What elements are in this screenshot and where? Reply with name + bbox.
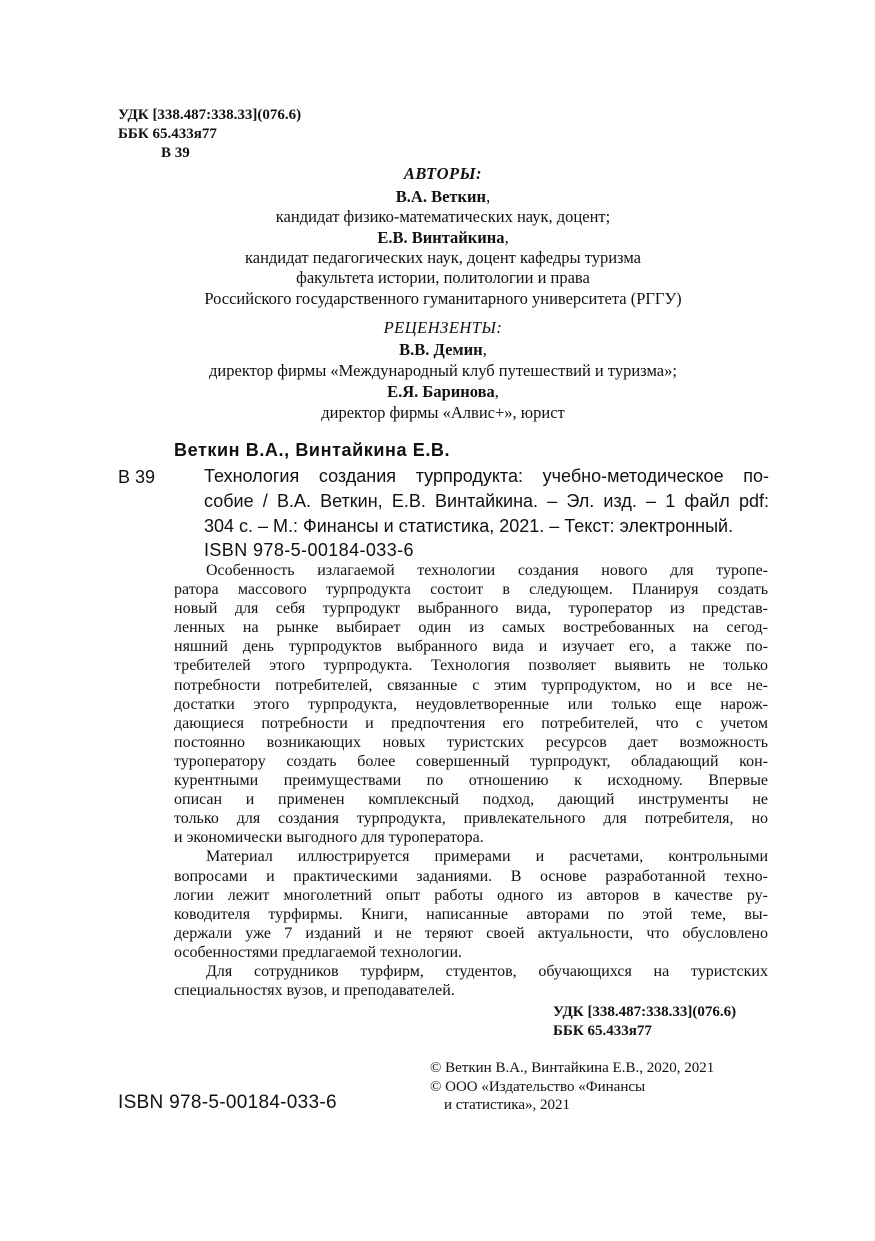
footer-udk-code: УДК [338.487:338.33](076.6) bbox=[553, 1004, 737, 1020]
abstract-line: описан и применен комплексный подход, дающий инструменты не bbox=[174, 791, 768, 809]
abstract bbox=[174, 561, 768, 1000]
abstract-line: ленных на рынке выбирает один из самых востребованных на сегод- bbox=[174, 619, 768, 637]
abstract-line: потребности потребителей, связанные с этим турпродуктом, но и все не- bbox=[174, 676, 768, 694]
abstract-line: и экономически выгодного для туроператора. bbox=[174, 829, 484, 847]
abstract-line: логии лежит многолетний опыт работы одного из авторов в качестве ру- bbox=[174, 886, 768, 904]
abstract-line: требителей этого турпродукта. Технология позволяет выявить не только bbox=[174, 657, 768, 675]
abstract-line: ратора массового турпродукта состоит в следующем. Планируя создать bbox=[174, 581, 768, 599]
abstract-line: ководителя турфирмы. Книги, написанные авторами по этой теме, вы- bbox=[174, 905, 768, 923]
author-1-line: В.А. Веткин, bbox=[395, 187, 491, 206]
copyright-publisher-cont: и статистика», 2021 bbox=[444, 1097, 570, 1113]
abstract-line: специальностях вузов, и преподавателей. bbox=[174, 982, 455, 1000]
abstract-line: особенностями предлагаемой технологии. bbox=[174, 943, 463, 961]
biblio-code: В 39 bbox=[118, 467, 156, 487]
copyright-block bbox=[430, 1059, 714, 1115]
abstract-line: новый для себя турпродукт выбранного вида, туроператор из представ- bbox=[174, 600, 768, 618]
author-2-desc-line: кандидат педагогических наук, доцент кафедры туризма bbox=[244, 248, 641, 267]
biblio-line: собие / В.А. Веткин, Е.В. Винтайкина. – Эл. изд. – 1 файл pdf: bbox=[204, 491, 769, 511]
author-2-desc-line: факультета истории, политологии и права bbox=[296, 268, 590, 287]
reviewer-2-name: Е.Я. Баринова bbox=[387, 382, 495, 401]
author-1-desc: кандидат физико-математических наук, доцент; bbox=[275, 207, 611, 226]
reviewer-2-desc: директор фирмы «Алвис+», юрист bbox=[321, 403, 565, 422]
reviewer-1-name: В.В. Демин bbox=[399, 340, 483, 359]
abstract-line: только для создания турпродукта, привлекательного для потребителя, но bbox=[174, 810, 768, 828]
reviewer-1-line: В.В. Демин, bbox=[399, 340, 487, 359]
author-1-name: В.А. Веткин bbox=[395, 187, 487, 206]
abstract-line: Материал иллюстрируется примерами и расчетами, контрольными bbox=[206, 848, 768, 866]
copyright-authors: © Веткин В.А., Винтайкина Е.В., 2020, 2021 bbox=[430, 1060, 715, 1076]
udk-code: УДК [338.487:338.33](076.6) bbox=[118, 107, 302, 123]
author-2-name: Е.В. Винтайкина bbox=[377, 228, 505, 247]
biblio-description bbox=[204, 464, 769, 539]
abstract-line: вопросами и практическими заданиями. В основе разработанной техно- bbox=[174, 867, 768, 885]
biblio-line: Технология создания турпродукта: учебно-методическое по- bbox=[204, 466, 769, 486]
abstract-line: туроператору создать более совершенный турпродукт, обладающий кон- bbox=[174, 752, 768, 770]
footer-classification-codes bbox=[553, 1003, 736, 1041]
biblio-isbn: ISBN 978-5-00184-033-6 bbox=[204, 540, 414, 560]
abstract-line: няшний день турпродуктов выбранного вида и изучает его, а также по- bbox=[174, 638, 768, 656]
reviewer-2-line: Е.Я. Баринова, bbox=[387, 382, 499, 401]
biblio-line: 304 с. – М.: Финансы и статистика, 2021. – Текст: электронный. bbox=[204, 516, 734, 536]
abstract-line: курентными преимуществами по отношению к исходному. Впервые bbox=[174, 772, 768, 790]
reviewer-1-desc: директор фирмы «Международный клуб путешествий и туризма»; bbox=[209, 361, 677, 380]
copyright-publisher: © ООО «Издательство «Финансы bbox=[430, 1078, 646, 1095]
author-2-line: Е.В. Винтайкина, bbox=[377, 228, 509, 247]
classification-codes bbox=[118, 106, 301, 163]
abstract-line: достатки этого турпродукта, неудовлетворенные или только еще нарож- bbox=[174, 695, 768, 713]
footer-bbk-code: ББК 65.433я77 bbox=[553, 1023, 652, 1039]
abstract-line: постоянно возникающих новых туристских ресурсов дает возможность bbox=[174, 733, 768, 751]
abstract-line: держали уже 7 изданий и не теряют своей актуальности, что обусловлено bbox=[174, 924, 768, 942]
author-mark: В 39 bbox=[161, 145, 190, 161]
authors-heading: АВТОРЫ: bbox=[403, 164, 483, 183]
author-2-desc-line: Российского государственного гуманитарного университета (РГГУ) bbox=[204, 289, 682, 308]
reviewers-heading: РЕЦЕНЗЕНТЫ: bbox=[383, 318, 503, 337]
abstract-line: Для сотрудников турфирм, студентов, обучающихся на туристских bbox=[206, 962, 768, 980]
abstract-line: Особенность излагаемой технологии создания нового для туропе- bbox=[206, 562, 768, 579]
biblio-authors: Веткин В.А., Винтайкина Е.В. bbox=[174, 440, 451, 460]
footer-isbn: ISBN 978-5-00184-033-6 bbox=[118, 1092, 337, 1113]
abstract-line: дающиеся потребности и предпочтения его потребителей, что с учетом bbox=[174, 714, 768, 732]
bbk-code: ББК 65.433я77 bbox=[118, 126, 217, 142]
